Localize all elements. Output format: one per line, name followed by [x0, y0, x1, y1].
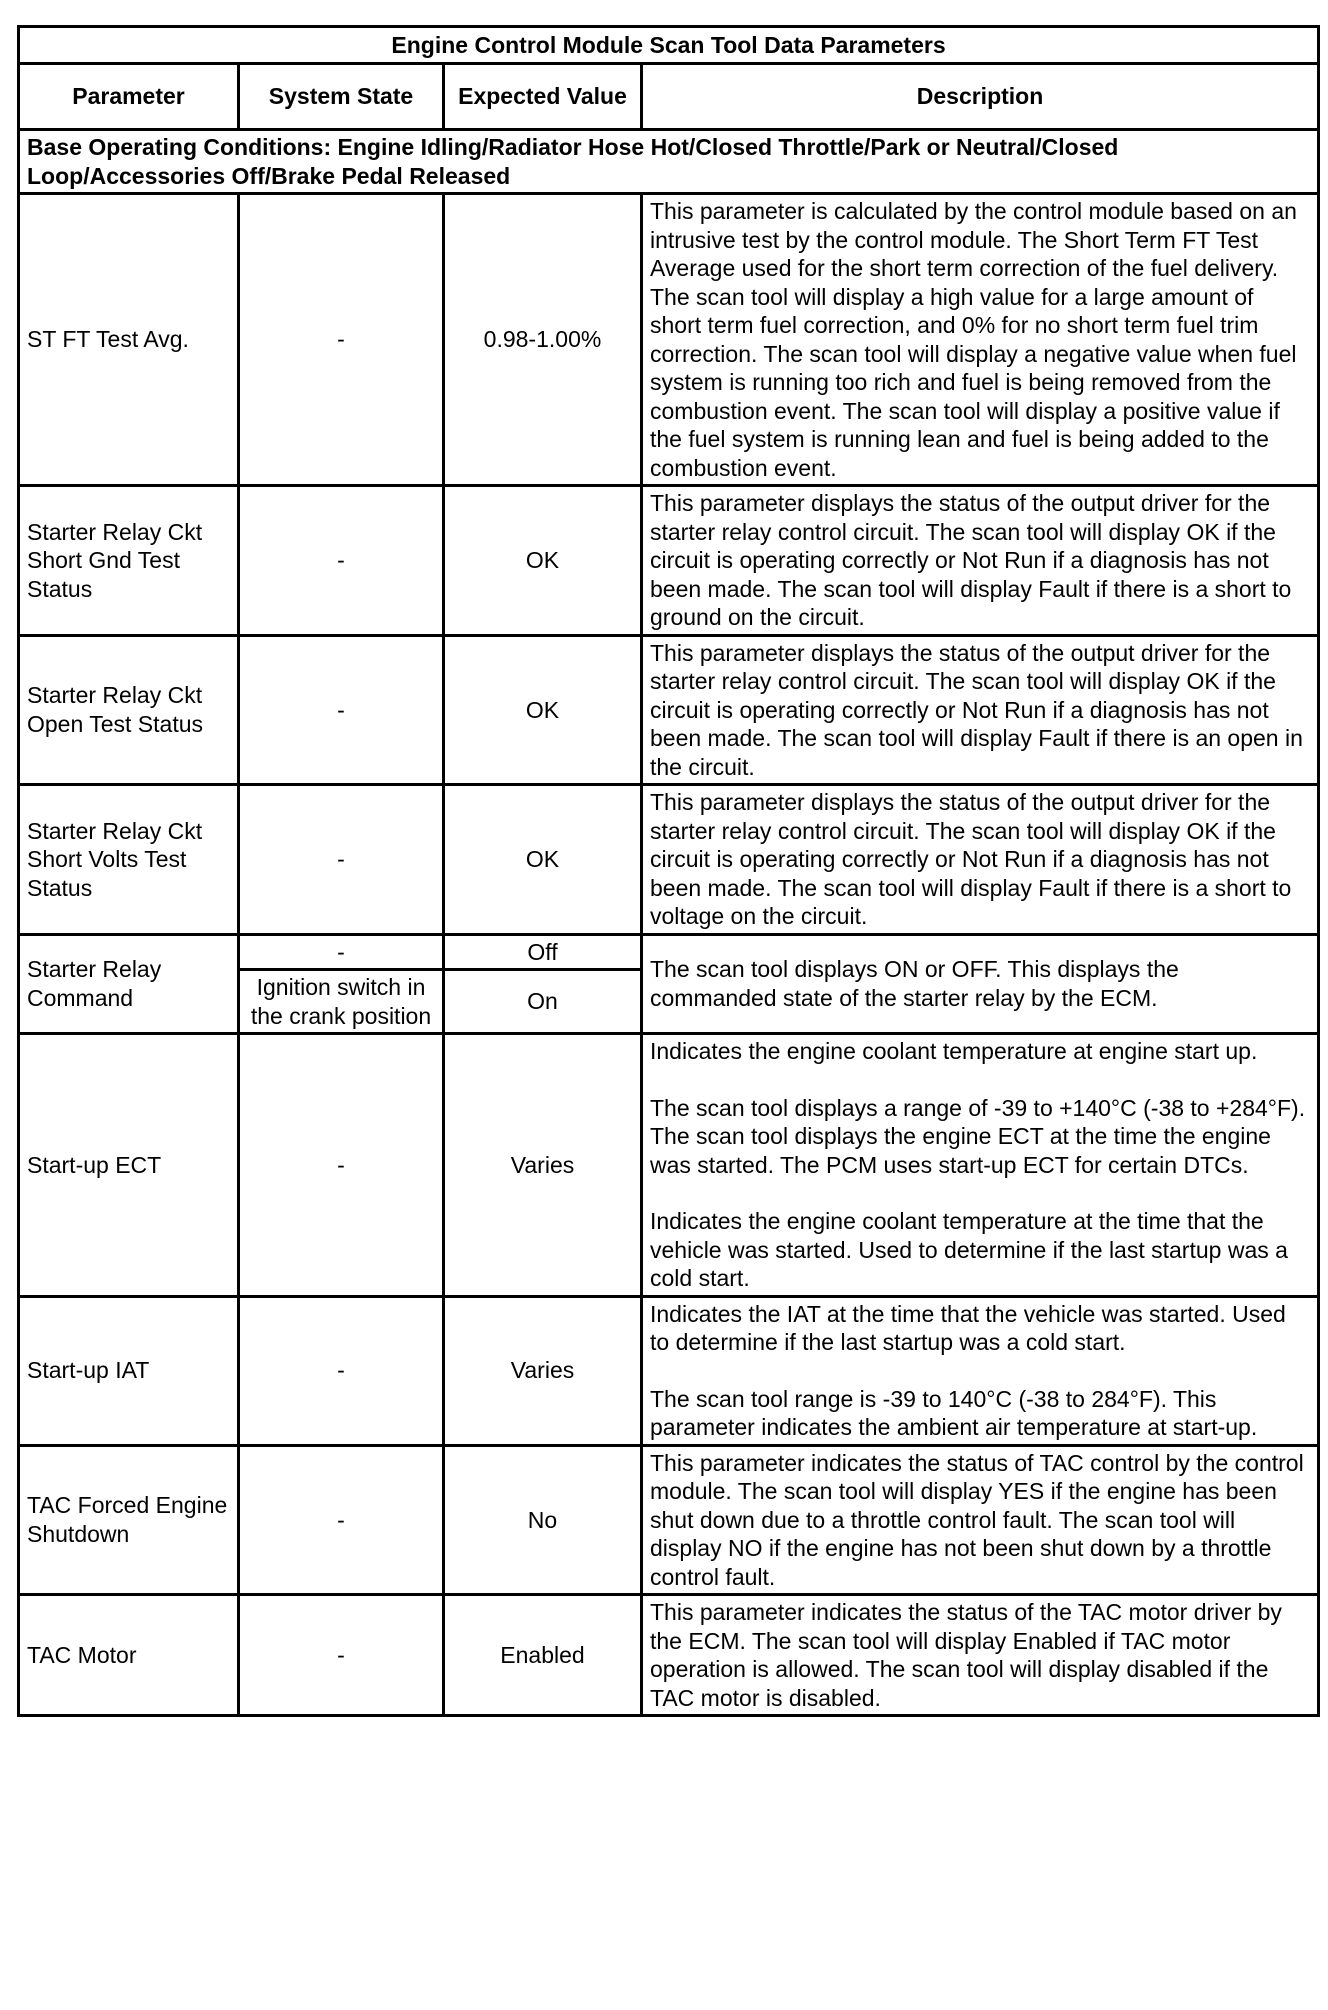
title-row — [19, 27, 1319, 64]
table-row — [19, 486, 1319, 636]
header-row — [19, 64, 1319, 130]
description-cell: This parameter indicates the status of TAC control by the control module. The scan tool will display YES if the engine has been shut down due to a throttle control fault. The scan tool will display NO if the engine has not been shut down by a throttle control fault. — [642, 1445, 1319, 1595]
table-title: Engine Control Module Scan Tool Data Parameters — [19, 27, 1319, 64]
conditions-row — [19, 130, 1319, 194]
description-cell — [642, 1034, 1319, 1297]
description-cell: This parameter displays the status of the output driver for the starter relay control circuit. The scan tool will display OK if the circuit is operating correctly or Not Run if a diagnosis has not been made. The scan tool will display Fault if there is a short to voltage on the circuit. — [642, 785, 1319, 935]
parameter-cell: TAC Forced Engine Shutdown — [19, 1445, 239, 1595]
system-state-cell: - — [239, 934, 444, 970]
parameter-cell: Start-up ECT — [19, 1034, 239, 1297]
description-cell — [642, 1296, 1319, 1445]
expected-value-cell: No — [444, 1445, 642, 1595]
system-state-cell: - — [239, 1445, 444, 1595]
description-cell: This parameter indicates the status of the TAC motor driver by the ECM. The scan tool will display Enabled if TAC motor operation is allowed. The scan tool will display disabled if the TAC motor is disabled. — [642, 1595, 1319, 1716]
description-paragraph: The scan tool range is -39 to 140°C (-38 to 284°F). This parameter indicates the ambient air temperature at start-up. — [650, 1385, 1258, 1440]
expected-value-cell: 0.98-1.00% — [444, 194, 642, 486]
header-expected-value: Expected Value — [444, 64, 642, 130]
description-paragraph: Indicates the IAT at the time that the vehicle was started. Used to determine if the last startup was a cold start. — [650, 1300, 1286, 1355]
expected-value-cell: OK — [444, 635, 642, 785]
table-row — [19, 635, 1319, 785]
description-cell: The scan tool displays ON or OFF. This displays the commanded state of the starter relay by the ECM. — [642, 934, 1319, 1034]
base-operating-conditions: Base Operating Conditions: Engine Idling/Radiator Hose Hot/Closed Throttle/Park or Neutral/Closed Loop/Accessories Off/Brake Pedal Released — [19, 130, 1319, 194]
description-paragraph: The scan tool displays a range of -39 to +140°C (-38 to +284°F). The scan tool displays the engine ECT at the time the engine was started. The PCM uses start-up ECT for certain DTCs. — [650, 1094, 1306, 1178]
system-state-cell: - — [239, 1034, 444, 1297]
header-parameter: Parameter — [19, 64, 239, 130]
table-row — [19, 785, 1319, 935]
scan-tool-data-table — [17, 25, 1320, 1717]
parameter-cell: Starter Relay Ckt Open Test Status — [19, 635, 239, 785]
description-cell: This parameter displays the status of the output driver for the starter relay control circuit. The scan tool will display OK if the circuit is operating correctly or Not Run if a diagnosis has not been made. The scan tool will display Fault if there is a short to ground on the circuit. — [642, 486, 1319, 636]
description-paragraph: Indicates the engine coolant temperature at engine start up. — [650, 1038, 1258, 1064]
description-cell: This parameter displays the status of the output driver for the starter relay control circuit. The scan tool will display OK if the circuit is operating correctly or Not Run if a diagnosis has not been made. The scan tool will display Fault if there is an open in the circuit. — [642, 635, 1319, 785]
table-row — [19, 1595, 1319, 1716]
parameter-cell: Starter Relay Ckt Short Volts Test Status — [19, 785, 239, 935]
system-state-cell: Ignition switch in the crank position — [239, 970, 444, 1034]
table-row — [19, 934, 1319, 970]
parameter-cell: Starter Relay Ckt Short Gnd Test Status — [19, 486, 239, 636]
table-row — [19, 1445, 1319, 1595]
system-state-cell: - — [239, 486, 444, 636]
description-paragraph: Indicates the engine coolant temperature at the time that the vehicle was started. Used to determine if the last startup was a cold start. — [650, 1208, 1288, 1291]
system-state-cell: - — [239, 1296, 444, 1445]
expected-value-cell: Off — [444, 934, 642, 970]
system-state-cell: - — [239, 785, 444, 935]
expected-value-cell: Enabled — [444, 1595, 642, 1716]
system-state-cell: - — [239, 635, 444, 785]
system-state-cell: - — [239, 194, 444, 486]
parameter-cell: ST FT Test Avg. — [19, 194, 239, 486]
expected-value-cell: OK — [444, 486, 642, 636]
parameter-cell: Starter Relay Command — [19, 934, 239, 1034]
expected-value-cell: Varies — [444, 1296, 642, 1445]
parameter-cell: TAC Motor — [19, 1595, 239, 1716]
table-row — [19, 1034, 1319, 1297]
header-description: Description — [642, 64, 1319, 130]
table-row — [19, 194, 1319, 486]
description-cell: This parameter is calculated by the control module based on an intrusive test by the control module. The Short Term FT Test Average used for the short term correction of the fuel delivery. The scan tool will display a high value for a large amount of short term fuel correction, and 0% for no short term fuel trim correction. The scan tool will display a negative value when fuel system is running too rich and fuel is being removed from the combustion event. The scan tool will display a positive value if the fuel system is running lean and fuel is being added to the combustion event. — [642, 194, 1319, 486]
expected-value-cell: Varies — [444, 1034, 642, 1297]
expected-value-cell: On — [444, 970, 642, 1034]
header-system-state: System State — [239, 64, 444, 130]
parameter-cell: Start-up IAT — [19, 1296, 239, 1445]
system-state-cell: - — [239, 1595, 444, 1716]
expected-value-cell: OK — [444, 785, 642, 935]
table-row — [19, 1296, 1319, 1445]
